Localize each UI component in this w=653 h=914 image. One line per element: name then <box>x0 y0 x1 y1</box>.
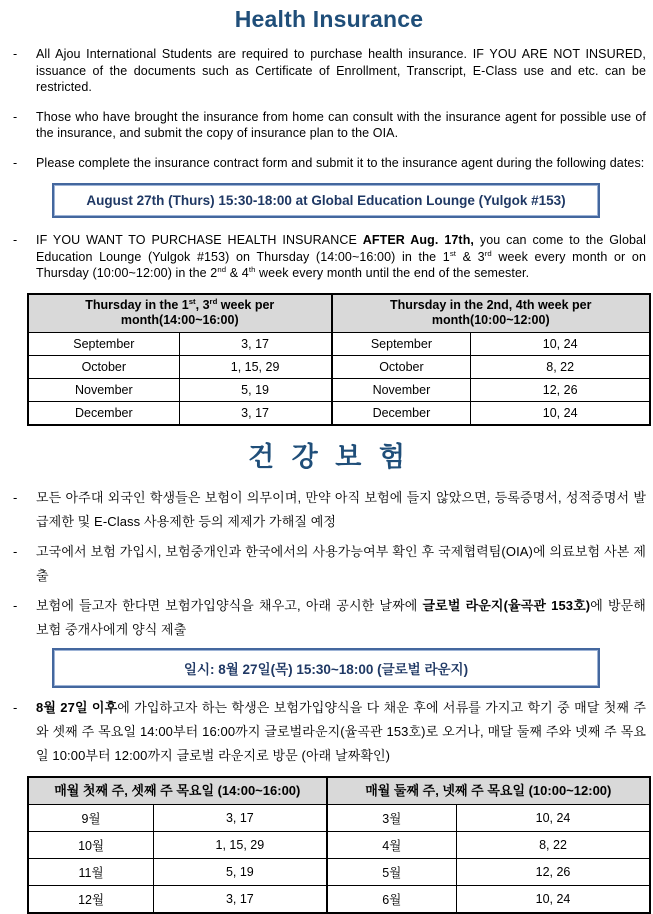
table-cell-dates: 3, 17 <box>154 805 327 832</box>
table-cell-month: October <box>332 355 471 378</box>
table-header-week13-ko: 매월 첫째 주, 셋째 주 목요일 (14:00~16:00) <box>28 777 327 805</box>
table-row <box>28 832 650 859</box>
table-cell-dates: 12, 26 <box>457 859 650 886</box>
bullet-dash: - <box>13 543 18 559</box>
table-row <box>28 355 650 378</box>
table-header-week24: Thursday in the 2nd, 4th week per month(10:00~12:00) <box>332 294 650 333</box>
table-cell-month: 6월 <box>327 886 457 914</box>
table-cell-month: September <box>28 332 179 355</box>
bullet-dash: - <box>13 155 18 170</box>
table-header-week24-ko: 매월 둘째 주, 넷째 주 목요일 (10:00~12:00) <box>327 777 650 805</box>
table-cell-month: December <box>332 401 471 425</box>
table-cell-dates: 8, 22 <box>471 355 650 378</box>
table-cell-month: 4월 <box>327 832 457 859</box>
table-cell-dates: 3, 17 <box>154 886 327 914</box>
table-header-week13: Thursday in the 1st, 3rd week per month(14:00~16:00) <box>28 294 332 333</box>
table-row <box>28 401 650 425</box>
english-schedule-box <box>52 183 600 218</box>
english-section <box>10 4 648 426</box>
table-head <box>28 777 650 805</box>
bullet-dash: - <box>13 700 18 716</box>
bullet-text-contract-form: Please complete the insurance contract form and submit it to the insurance agent during the following dates: <box>36 155 645 170</box>
table-head <box>28 294 650 333</box>
table-cell-month: 3월 <box>327 805 457 832</box>
bullet-text-ko-after-date: 8월 27일 이후에 가입하고자 하는 학생은 보험가입양식을 다 채운 후에 서류를 가지고 학기 중 매달 첫째 주와 셋째 주 목요일 14:00부터 16:00까지 글로벌라운지(율곡관 153호)로 오거나, 매달 둘째 주와 넷째 주 목요일 10:00부터 12:00까지 글로벌 라운지로 방문 (아래 날짜확인) <box>36 700 647 764</box>
table-cell-month: 9월 <box>28 805 154 832</box>
korean-section <box>10 440 648 914</box>
english-schedule-box-text: August 27th (Thurs) 15:30-18:00 at Global Education Lounge (Yulgok #153) <box>86 193 566 208</box>
table-cell-dates: 3, 17 <box>179 332 331 355</box>
table-cell-dates: 8, 22 <box>457 832 650 859</box>
list-item <box>10 109 648 142</box>
table-cell-month: September <box>332 332 471 355</box>
table-row <box>28 378 650 401</box>
table-cell-month: 10월 <box>28 832 154 859</box>
table-header-row <box>28 294 650 333</box>
bullet-text-home-insurance: Those who have brought the insurance from home can consult with the insurance agent for possible use of the insurance, and submit the copy of insurance plan to the OIA. <box>36 109 646 140</box>
bullet-text-ko-form-submit: 보험에 들고자 한다면 보험가입양식을 채우고, 아래 공시한 날짜에 글로벌 라운지(율곡관 153호)에 방문해 보험 중개사에게 양식 제출 <box>36 597 646 637</box>
table-cell-dates: 5, 19 <box>154 859 327 886</box>
bullet-dash: - <box>13 597 18 613</box>
list-item <box>10 232 648 282</box>
list-item <box>10 696 648 768</box>
list-item <box>10 486 648 534</box>
table-cell-dates: 12, 26 <box>471 378 650 401</box>
table-cell-dates: 3, 17 <box>179 401 331 425</box>
table-cell-dates: 5, 19 <box>179 378 331 401</box>
table-cell-dates: 10, 24 <box>457 805 650 832</box>
table-cell-month: November <box>332 378 471 401</box>
table-header-row <box>28 777 650 805</box>
table-cell-month: November <box>28 378 179 401</box>
list-item <box>10 46 648 96</box>
table-body <box>28 805 650 914</box>
table-row <box>28 805 650 832</box>
table-cell-month: 11월 <box>28 859 154 886</box>
korean-schedule-table <box>27 776 651 914</box>
korean-schedule-box-text: 일시: 8월 27일(목) 15:30~18:00 (글로벌 라운지) <box>183 662 469 678</box>
table-cell-month: December <box>28 401 179 425</box>
bullet-dash: - <box>13 489 18 505</box>
korean-title: 건 강 보 험 <box>248 441 410 472</box>
english-schedule-table <box>27 293 651 426</box>
english-title: Health Insurance <box>234 6 424 32</box>
bullet-dash: - <box>13 109 18 124</box>
bullet-text-purchase-after: IF YOU WANT TO PURCHASE HEALTH INSURANCE AFTER Aug. 17th, you can come to the Global Education Lounge (Yulgok #153) on Thursday (14:00~16:00) in the 1st & 3rd week every month or on Thursday (10:00~12:00) in the 2nd & 4th week every month until the end of the semester. <box>36 233 646 280</box>
table-cell-month: 12월 <box>28 886 154 914</box>
list-item <box>10 155 648 172</box>
korean-schedule-box <box>52 648 600 688</box>
bullet-text-ko-home-insurance: 고국에서 보험 가입시, 보험중개인과 한국에서의 사용가능여부 확인 후 국제협력팀(OIA)에 의료보험 사본 제출 <box>36 543 646 583</box>
list-item <box>10 540 648 588</box>
table-body <box>28 332 650 425</box>
table-cell-dates: 10, 24 <box>471 332 650 355</box>
bullet-dash: - <box>13 47 18 61</box>
table-row <box>28 886 650 914</box>
table-row <box>28 332 650 355</box>
table-cell-month: October <box>28 355 179 378</box>
bullet-dash: - <box>13 233 18 247</box>
table-cell-month: 5월 <box>327 859 457 886</box>
table-cell-dates: 1, 15, 29 <box>154 832 327 859</box>
list-item <box>10 594 648 642</box>
table-cell-dates: 1, 15, 29 <box>179 355 331 378</box>
table-cell-dates: 10, 24 <box>457 886 650 914</box>
bullet-text-insurance-required: All Ajou International Students are required to purchase health insurance. IF YOU ARE NOT INSURED, issuance of the documents such as Certificate of Enrollment, Transcript, E-Class use and etc. can be restricted. <box>36 47 646 94</box>
table-row <box>28 859 650 886</box>
bullet-text-ko-mandatory: 모든 아주대 외국인 학생들은 보험이 의무이며, 만약 아직 보험에 들지 않았으면, 등록증명서, 성적증명서 발급제한 및 E-Class 사용제한 등의 제제가 가해질 예정 <box>36 489 646 529</box>
table-cell-dates: 10, 24 <box>471 401 650 425</box>
